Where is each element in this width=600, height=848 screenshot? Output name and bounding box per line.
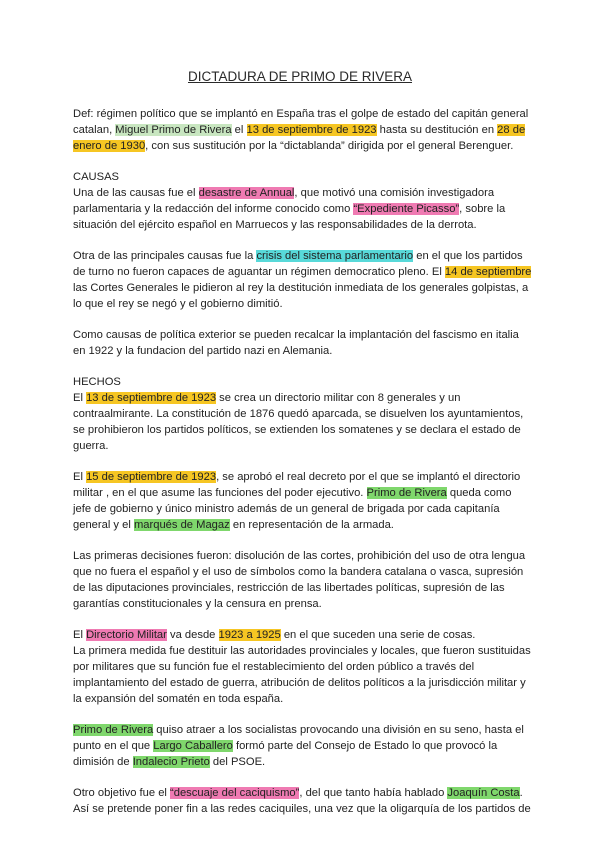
text-segment: hasta su destitución en	[376, 124, 498, 136]
highlighted-text: 13 de septiembre de 1923	[86, 392, 217, 404]
text-segment: del PSOE.	[209, 756, 266, 768]
text-segment: Def: régimen político que se implantó en España tras el golpe de estado del capitán general	[73, 108, 529, 120]
text-line	[73, 501, 533, 517]
text-line	[73, 422, 533, 438]
document-body	[73, 106, 533, 832]
highlighted-text: enero de 1930	[73, 140, 146, 152]
text-segment: El	[73, 471, 87, 483]
text-segment: en el que los partidos	[413, 250, 523, 262]
text-line	[73, 327, 533, 343]
text-segment: general y el	[73, 519, 134, 531]
text-line	[73, 248, 533, 264]
text-segment: , del que tanto había hablado	[299, 787, 448, 799]
text-segment: parlamentaria y la redacción del informe conocido como	[73, 203, 354, 215]
text-segment: .	[519, 787, 523, 799]
text-segment: jefe de gobierno y único ministro además de un general de brigada por cada capitanía	[73, 503, 500, 515]
text-segment: La primera medida fue destituir las autoridades provinciales y locales, que fueron sustituidas	[73, 645, 531, 657]
text-line	[73, 343, 533, 359]
text-line	[73, 264, 533, 280]
paragraph	[73, 374, 533, 390]
page-title	[0, 69, 600, 84]
text-line	[73, 438, 533, 454]
text-segment: Una de las causas fue el	[73, 187, 199, 199]
text-segment: Las primeras decisiones fueron: disolución de las cortes, prohibición del uso de otra lengua	[73, 550, 526, 562]
text-line	[73, 754, 533, 770]
paragraph	[73, 248, 533, 312]
text-line	[73, 374, 533, 390]
text-segment: El	[73, 392, 87, 404]
text-line	[73, 675, 533, 691]
text-segment: por militares que su función fue el restablecimiento del orden público a través del	[73, 661, 475, 673]
text-line	[73, 138, 533, 154]
text-line	[73, 217, 533, 233]
highlighted-text: marqués de Magaz	[133, 519, 230, 531]
text-line	[73, 517, 533, 533]
text-segment: va desde	[166, 629, 219, 641]
text-segment: que no fuera el español y el uso de símbolos como la bandera catalana o vasca, supresión	[73, 566, 524, 578]
highlighted-text: “descuaje del caciquismo”	[170, 787, 300, 799]
title-text: DICTADURA DE PRIMO DE RIVERA	[187, 69, 413, 84]
highlighted-text: 1923 a 1925	[218, 629, 281, 641]
text-segment: CAUSAS	[73, 171, 120, 183]
paragraph	[73, 327, 533, 359]
text-segment: catalan,	[73, 124, 116, 136]
paragraph	[73, 627, 533, 707]
text-segment: lo que el rey se negó y el gobierno dimitió.	[73, 298, 283, 310]
text-line	[73, 627, 533, 643]
text-segment: en 1922 y la fundacion del partido nazi en Alemania.	[73, 345, 333, 357]
text-line	[73, 201, 533, 217]
text-segment: las Cortes Generales le pidieron al rey la destitución inmediata de los generales golpistas, a	[73, 282, 529, 294]
highlighted-text: Directorio Militar	[86, 629, 167, 641]
text-segment: el	[231, 124, 247, 136]
text-line	[73, 722, 533, 738]
paragraph	[73, 106, 533, 154]
text-segment: , se aprobó el real decreto por el que se implantó el directorio	[216, 471, 521, 483]
highlighted-text: “Expediente Picasso”	[353, 203, 460, 215]
text-segment: , con sus sustitución por la “dictablanda” dirigida por el general Berenguer.	[145, 140, 514, 152]
text-line	[73, 406, 533, 422]
paragraph	[73, 390, 533, 454]
text-line	[73, 564, 533, 580]
text-segment: Otro objetivo fue el	[73, 787, 171, 799]
text-line	[73, 280, 533, 296]
text-line	[73, 691, 533, 707]
paragraph	[73, 722, 533, 770]
text-line	[73, 801, 533, 817]
text-segment: queda como	[446, 487, 512, 499]
text-line	[73, 659, 533, 675]
highlighted-text: crisis del sistema parlamentario	[256, 250, 414, 262]
text-segment: militar , en el que asume las funciones del poder ejecutivo.	[73, 487, 367, 499]
highlighted-text: 28 de	[497, 124, 526, 136]
text-line	[73, 485, 533, 501]
text-segment: se crea un directorio militar con 8 generales y un	[216, 392, 461, 404]
text-segment: se prohibieron los partidos políticos, se extienden los somatenes y se declara el estado de	[73, 424, 521, 436]
text-line	[73, 169, 533, 185]
text-segment: El	[73, 629, 87, 641]
text-line	[73, 106, 533, 122]
text-segment: , sobre la	[459, 203, 506, 215]
text-segment: implantamiento del estado de guerra, atribución de delitos políticos a la jurisdicción militar y	[73, 677, 526, 689]
text-segment: situación del ejército español en Marruecos y las responsabilidades de la derrota.	[73, 219, 477, 231]
text-segment: garantías constitucionales y la censura en prensa.	[73, 598, 322, 610]
text-segment: punto en el que	[73, 740, 154, 752]
text-segment: Como causas de política exterior se pueden recalcar la implantación del fascismo en italia	[73, 329, 519, 341]
paragraph	[73, 785, 533, 817]
text-segment: dimisión de	[73, 756, 133, 768]
highlighted-text: Primo de Rivera	[73, 724, 154, 736]
highlighted-text: Largo Caballero	[153, 740, 233, 752]
paragraph	[73, 169, 533, 185]
text-segment: en el que suceden una serie de cosas.	[280, 629, 476, 641]
text-segment: HECHOS	[73, 376, 121, 388]
text-line	[73, 296, 533, 312]
highlighted-text: Joaquín Costa	[447, 787, 520, 799]
highlighted-text: Indalecio Prieto	[132, 756, 210, 768]
text-line	[73, 785, 533, 801]
highlighted-text: Primo de Rivera	[366, 487, 447, 499]
text-line	[73, 390, 533, 406]
paragraph	[73, 548, 533, 612]
text-line	[73, 643, 533, 659]
text-segment: contraalmirante. La constitución de 1876 quedó aparcada, se disuelven los ayuntamientos,	[73, 408, 524, 420]
highlighted-text: 14 de septiembre	[444, 266, 532, 278]
paragraph	[73, 185, 533, 233]
text-line	[73, 738, 533, 754]
paragraph	[73, 469, 533, 533]
text-line	[73, 185, 533, 201]
text-segment: Otra de las principales causas fue la	[73, 250, 257, 262]
text-line	[73, 580, 533, 596]
text-line	[73, 469, 533, 485]
highlighted-text: Miguel Primo de Rivera	[115, 124, 232, 136]
text-segment: , que motivó una comisión investigadora	[294, 187, 495, 199]
text-segment: en representación de la armada.	[229, 519, 394, 531]
text-segment: guerra.	[73, 440, 109, 452]
text-segment: la expansión del somatén en toda españa.	[73, 693, 284, 705]
highlighted-text: desastre de Annual	[198, 187, 295, 199]
text-segment: quiso atraer a los socialistas provocando una división en su seno, hasta el	[153, 724, 524, 736]
text-line	[73, 122, 533, 138]
text-segment: Así se pretende poner fin a las redes caciquiles, una vez que la oligarquía de los partidos de	[73, 803, 531, 815]
text-segment: de turno no fueron capaces de aguantar un régimen democratico pleno. El	[73, 266, 445, 278]
text-line	[73, 596, 533, 612]
highlighted-text: 13 de septiembre de 1923	[246, 124, 377, 136]
text-segment: de las diputaciones provinciales, restricción de las libertades políticas, supresión de las	[73, 582, 505, 594]
text-segment: formó parte del Consejo de Estado lo que provocó la	[232, 740, 498, 752]
highlighted-text: 15 de septiembre de 1923	[86, 471, 217, 483]
text-line	[73, 548, 533, 564]
